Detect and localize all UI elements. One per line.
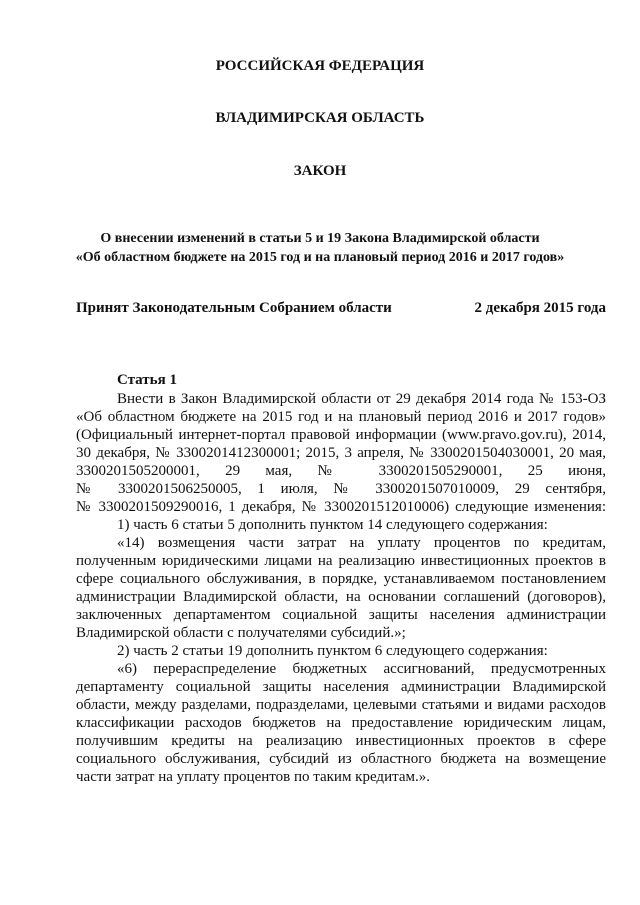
article-line-21: социального обслуживания, субсидий из областного бюджета на возмещение	[76, 751, 606, 767]
article-line-12: администрации Владимирской области, на основании соглашений (договоров),	[76, 589, 606, 605]
adoption-date: 2 декабря 2015 года	[474, 300, 606, 316]
article-line-6: № 3300201506250005, 1 июля, № 3300201507010009, 29 сентября,	[76, 481, 606, 497]
article-line-11: сфере социального обслуживания, в порядке, устанавливаемом постановлением	[76, 571, 606, 587]
article-line-5: 3300201505200001, 29 мая, № 3300201505290001, 25 июня,	[76, 463, 606, 479]
article-line-10: полученным юридическими лицами на реализацию инвестиционных проектов в	[76, 553, 606, 569]
article-line-8: 1) часть 6 статьи 5 дополнить пунктом 14 следующего содержания:	[117, 517, 548, 533]
adoption-row	[76, 299, 606, 317]
header-region: ВЛАДИМИРСКАЯ ОБЛАСТЬ	[215, 110, 425, 126]
header-federation: РОССИЙСКАЯ ФЕДЕРАЦИЯ	[215, 58, 425, 74]
law-title-line-2: «Об областном бюджете на 2015 год и на плановый период 2016 и 2017 годов»	[75, 250, 565, 265]
article-line-22: части затрат на уплату процентов по таким кредитам.».	[76, 769, 430, 785]
law-title-line-1: О внесении изменений в статьи 5 и 19 Закона Владимирской области	[100, 231, 540, 246]
article-line-1: Внести в Закон Владимирской области от 29 декабря 2014 года № 153-ОЗ	[117, 391, 606, 407]
adopted-by: Принят Законодательным Собранием области	[76, 300, 392, 316]
article-line-18: области, между разделами, подразделами, целевыми статьями и видами расходов	[76, 697, 606, 713]
article-line-13: заключенных департаментом социальной защиты населения администрации	[76, 607, 606, 623]
article-line-9: «14) возмещения части затрат на уплату процентов по кредитам,	[117, 535, 606, 551]
article-line-14: Владимирской области с получателями субсидий.»;	[76, 625, 406, 641]
header-law: ЗАКОН	[293, 163, 347, 179]
article-line-4: 30 декабря, № 3300201412300001; 2015, 3 апреля, № 3300201504030001, 20 мая,	[76, 445, 606, 461]
article-heading: Статья 1	[117, 372, 177, 388]
article-line-17: департаменту социальной защиты населения администрации Владимирской	[76, 679, 606, 695]
article-line-20: получившим кредиты на реализацию инвестиционных проектов в сфере	[76, 733, 606, 749]
article-line-19: классификации расходов бюджетов на предоставление юридическим лицам,	[76, 715, 606, 731]
article-line-15: 2) часть 2 статьи 19 дополнить пунктом 6 следующего содержания:	[117, 643, 548, 659]
article-line-7: № 3300201509290016, 1 декабря, № 3300201512010006) следующие изменения:	[76, 499, 606, 515]
article-line-2: «Об областном бюджете на 2015 год и на плановый период 2016 и 2017 годов»	[76, 409, 606, 425]
article-line-16: «6) перераспределение бюджетных ассигнований, предусмотренных	[117, 661, 606, 677]
article-line-3: (Официальный интернет-портал правовой информации (www.pravo.gov.ru), 2014,	[76, 427, 606, 443]
